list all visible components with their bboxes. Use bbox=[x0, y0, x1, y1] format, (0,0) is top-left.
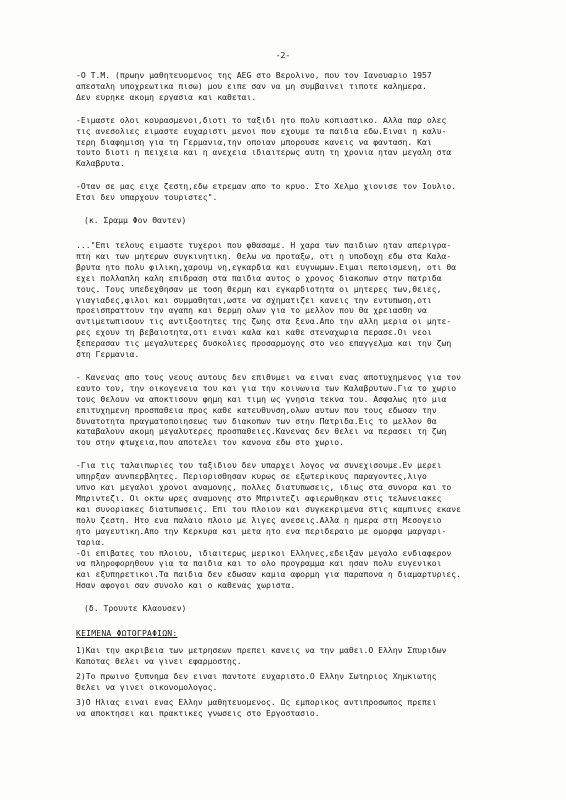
text-line: ητο μαγευτικη.Απο την Κερκυρα και μετα ητο ενα περιδεραιο με ομορφα μαργαρι- bbox=[76, 525, 447, 536]
text-line: να πληροφορηθουν για τα παιδια και το ολο προγραμμα και ησαν πολυ ευγενικοι bbox=[76, 558, 442, 569]
signature-2: (δ. Τρουντε Κλαουσεν) bbox=[84, 603, 187, 614]
text-line: -Οι επιβατες του πλοιου, ιδιαιτερως μερικοι Ελληνες,εδειξαν μεγαλο ενδιαφερον bbox=[76, 547, 452, 558]
paragraph bbox=[76, 181, 522, 203]
section-heading: ΚΕΙΜΕΝΑ ΦΩΤΟΓΡΑΦΙΩΝ: bbox=[76, 628, 178, 639]
text-line: Μπριντεζι. Οι οκτω ωρες αναμονης στο Μπριντεζι αφιερωθηκαν στις τελωνειακες bbox=[76, 493, 442, 503]
text-line: τους. Τους υπεδεχθησαν με τοση θερμη και εγκαρδιοτητα οι μητερες των,θειες, bbox=[76, 283, 442, 294]
text-line: -Οταν σε μας ειχε ζεστη,εδω ετρεμαν απο το κρυο. Στο Χελμο χιονισε τον Ιουλιο. bbox=[76, 181, 457, 192]
caption-item bbox=[76, 671, 522, 693]
text-line: και συνοριακες διατυπωσεις. Επι του πλοιου και συγκεκριμενα στις καμπινες εκανε bbox=[76, 503, 461, 514]
text-line: πτη και των μητερων συγκινητικη. Θελω να προταξω, οτι η υποδοχη εδω στα Καλα- bbox=[76, 250, 452, 261]
text-line: επιτυχημενη προσπαθεια προς καθε κατευθυνση,ολων αυτων που τους εδωσαν την bbox=[76, 404, 437, 415]
paragraph-group-2 bbox=[76, 240, 522, 591]
text-line: τουτο διοτι η πειχεια και η ανεχεια ιδιαιτερως αυτη τη χρονια ηταν μεγαλη στα bbox=[76, 147, 452, 158]
paragraph bbox=[76, 70, 522, 103]
text-line: του στην φτωχεια,που αποτελει τον κανονα εδω στο χωριο. bbox=[76, 437, 345, 448]
paragraph bbox=[76, 460, 522, 591]
text-line: 3)Ο Ηλιας ειναι ενας Ελλην μαθητευομενος. Ως εμπορικος αντιπροσωπος πρεπει bbox=[76, 696, 437, 707]
text-line: πολυ ζεστη. Ητο ενα παλαιο πλοιο με λιγες ανεσεις.Αλλα η ημερα στη Μεσογειο bbox=[76, 514, 442, 525]
signature-1: (κ. Σραμμ Φον Θαντεν) bbox=[84, 215, 187, 226]
text-line: τερη διαφημιση για τη Γερμανια,την οποιαν μπορουσε κανεις να φανταση. Και bbox=[76, 136, 432, 147]
text-line: Καλαβρυτα. bbox=[76, 158, 125, 169]
text-line: εαυτο του, την οικογενεια του και για την κοινωνια των Καλαβρυτων.Για το χωριο bbox=[76, 382, 457, 393]
text-line: ταρια. bbox=[76, 536, 106, 547]
text-line: και εξυπηρετικοι.Τα παιδια δεν εδωσαν καμια αφορμη για παραπονα η διαμαρτυριες. bbox=[76, 569, 461, 580]
paragraph bbox=[76, 115, 522, 170]
text-line: τις ανεσολιες ειμαστε ευχαριστι μενοι που εχουμε τα παιδια εδω.Ειναι η καλυ- bbox=[76, 125, 447, 136]
text-line: εχει πολλαπλη καλη επιδραση στα παιδια αυτος ο χρονος διακοπων στην πατριδα bbox=[76, 272, 442, 283]
text-line: Ησαν αφογοι σαν συνολο και ο καθενας χωριστα. bbox=[76, 580, 296, 591]
caption-item bbox=[76, 645, 522, 667]
text-line: ρες εχουν τη βεβαιοτητα,οτι ειναι καλα και καθε στεναχωρια περασε.Οι νεοι bbox=[76, 327, 432, 338]
text-line: στη Γερμανια. bbox=[76, 349, 140, 360]
text-line: υπηρξαν αυνπερβλητες. Περιορισθησαν κυρως σε εξωτερικους παραγοντες,λιγο bbox=[76, 471, 427, 482]
text-line: Καποτας θελει να γινει εφαρμοστης. bbox=[76, 655, 242, 666]
paragraph bbox=[76, 240, 522, 360]
text-line: απεσταλη υποχρεωτικα πισω) μου ειπε σαν να μη συμβαινει τιποτε καλημερα. bbox=[76, 80, 427, 91]
text-line: -Για τις ταλαιπωριες του ταξιδιου δεν υπαρχει λογος να συνεχισουμε.Εν μερει bbox=[76, 460, 442, 471]
text-line: βρυτα ητο πολυ φιλικη,χαρουμ νη,εγκαρδια και ευγνωμων.Ειμαι πεποισμενη, οτι θα bbox=[76, 261, 457, 272]
text-line: γιαγιαδες,φιλοι και συμμαθηται,ωστε να σχηματιζει κανεις την εντυπωση,οτι bbox=[76, 294, 432, 305]
text-line: δυνατοτητα πραγματοποιησεως των διακοπων των στην Πατριδα.Εις το μελλον θα bbox=[76, 415, 437, 426]
paragraph-group-1 bbox=[76, 70, 522, 203]
text-line: αντιμετωπισουν τις αντιξοοτητες της ζωης στα ξενα.Απο την αλλη μερια οι μητε- bbox=[76, 316, 452, 327]
text-line: καταβαλουν ακομη μεγαλυτερες προσπαθειες.Κανενας δεν θελει να περασει τη ζωη bbox=[76, 426, 447, 437]
text-line: - Κανενας απο τους νεους αυτους δεν επιθυμει να ειναι ενας αποτυχημενος για τον bbox=[76, 371, 461, 382]
text-line: να αποκτησει και πρακτικες γνωσεις στο Εργοστασιο. bbox=[76, 707, 320, 718]
text-line: τους θελουν να αποκτισουν φημη και τιμη ως γνησια τεκνα του. Ασφαλως ητο μια bbox=[76, 393, 447, 404]
caption-item bbox=[76, 697, 522, 719]
text-line: -Ειμαστε ολοι κουρασμενοι,διοτι το ταξιδι ητο πολυ κοπιαστικο. Αλλα παρ ολες bbox=[76, 114, 447, 125]
photo-caption-list bbox=[76, 645, 522, 718]
text-line: Ετσι δεν υπαρχουν τουριστες". bbox=[76, 192, 218, 203]
text-line: ..."Επι τελους ειμαστε τυχεροι που φθασαμε. Η χαρα των παιδιων ηταν απεριγρα- bbox=[76, 239, 452, 250]
document-body bbox=[76, 70, 522, 722]
text-line: 2)Το πρωινο ξυπνημα δεν ειναι παντοτε ευχαριστο.Ο Ελλην Σωτηριος Χημκιωτης bbox=[76, 670, 437, 681]
text-line: ξεπερασαν τις μεγαλυτερες δυσκολιες προσαρμογης στο νεο επαγγελμα και την ζωη bbox=[76, 338, 452, 349]
text-line: Δεν ευρηκε ακομη εργασια και καθεται. bbox=[76, 91, 257, 102]
page-number: -2- bbox=[275, 50, 291, 60]
text-line: -Ο Τ.Μ. (πρωην μαθητευομενος της AEG στο Βερολινο, που τον Ιανουαριο 1957 bbox=[76, 70, 432, 80]
text-line: προεισπραττουν την αγαπη και θερμη ολων για το μελλον που θα χρειασθη να bbox=[76, 305, 427, 316]
text-line: 1)Και την ακριβεια των μετρησεων πρεπει κανεις να την μαθει.Ο Ελλην Σπυριδων bbox=[76, 644, 447, 655]
paragraph bbox=[76, 372, 522, 448]
text-line: υπνο και μεγαλοι χρονοι αναμονης, πολλες διατυπωσεις, ιδιως στα συνορα και το bbox=[76, 482, 452, 493]
text-line: θελει να γινει οικονομολογος. bbox=[76, 681, 218, 692]
